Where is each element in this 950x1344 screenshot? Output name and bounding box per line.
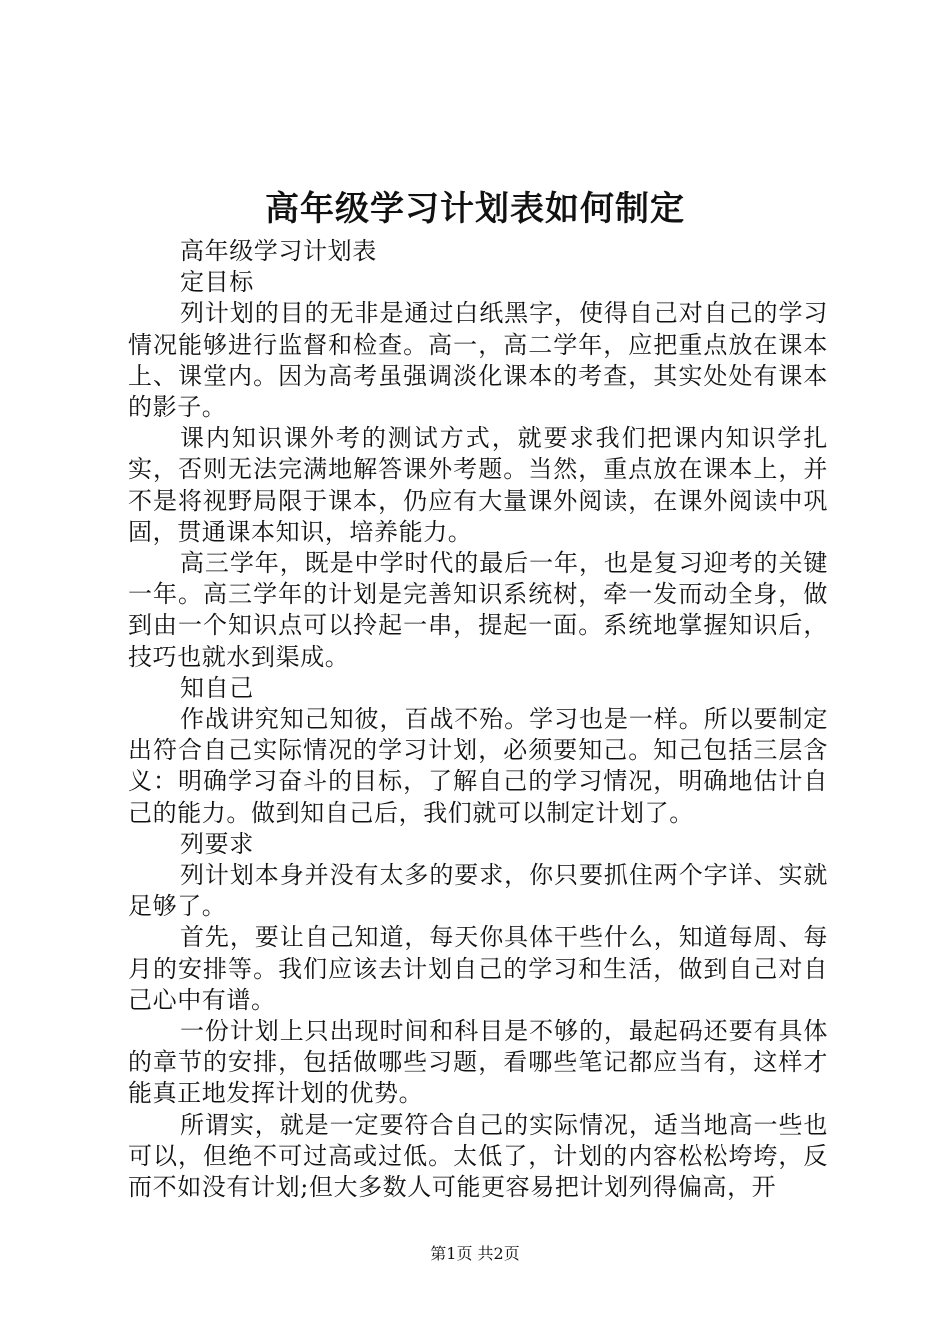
page-number-footer: 第1页 共2页 [430, 1244, 520, 1263]
paragraph-heading-requirements: 列要求 [180, 829, 254, 858]
paragraph: 作战讲究知己知彼，百战不殆。学习也是一样。所以要制定出符合自己实际情况的学习计划，必须要知己。知己包括三层含义：明确学习奋斗的目标，了解自己的学习情况，明确地估计自己的能力。做到知自己后，我们就可以制定计划了。 [128, 705, 828, 827]
paragraph: 列计划本身并没有太多的要求，你只要抓住两个字详、实就足够了。 [128, 861, 828, 921]
paragraph: 课内知识课外考的测试方式，就要求我们把课内知识学扎实，否则无法完满地解答课外考题。当然，重点放在课本上，并不是将视野局限于课本，仍应有大量课外阅读，在课外阅读中巩固，贯通课本知识，培养能力。 [128, 424, 828, 546]
paragraph: 所谓实，就是一定要符合自己的实际情况，适当地高一些也可以，但绝不可过高或过低。太低了，计划的内容松松垮垮，反而不如没有计划;但大多数人可能更容易把计划列得偏高，开 [128, 1110, 828, 1202]
paragraph: 一份计划上只出现时间和科目是不够的，最起码还要有具体的章节的安排，包括做哪些习题，看哪些笔记都应当有，这样才能真正地发挥计划的优势。 [128, 1017, 828, 1108]
paragraph: 首先，要让自己知道，每天你具体干些什么，知道每周、每月的安排等。我们应该去计划自己的学习和生活，做到自己对自己心中有谱。 [128, 923, 828, 1014]
document-title: 高年级学习计划表如何制定 [265, 189, 685, 229]
paragraph-heading-plan-table: 高年级学习计划表 [180, 237, 377, 265]
document-body [128, 236, 828, 1203]
paragraph: 列计划的目的无非是通过白纸黑字，使得自己对自己的学习情况能够进行监督和检查。高一，高二学年，应把重点放在课本上、课堂内。因为高考虽强调淡化课本的考查，其实处处有课本的影子。 [128, 299, 828, 422]
paragraph-heading-set-goals: 定目标 [180, 268, 254, 297]
paragraph-heading-know-yourself: 知自己 [180, 673, 254, 702]
paragraph: 高三学年，既是中学时代的最后一年，也是复习迎考的关键一年。高三学年的计划是完善知识系统树，牵一发而动全身，做到由一个知识点可以拎起一串，提起一面。系统地掌握知识后，技巧也就水到渠成。 [128, 549, 828, 671]
